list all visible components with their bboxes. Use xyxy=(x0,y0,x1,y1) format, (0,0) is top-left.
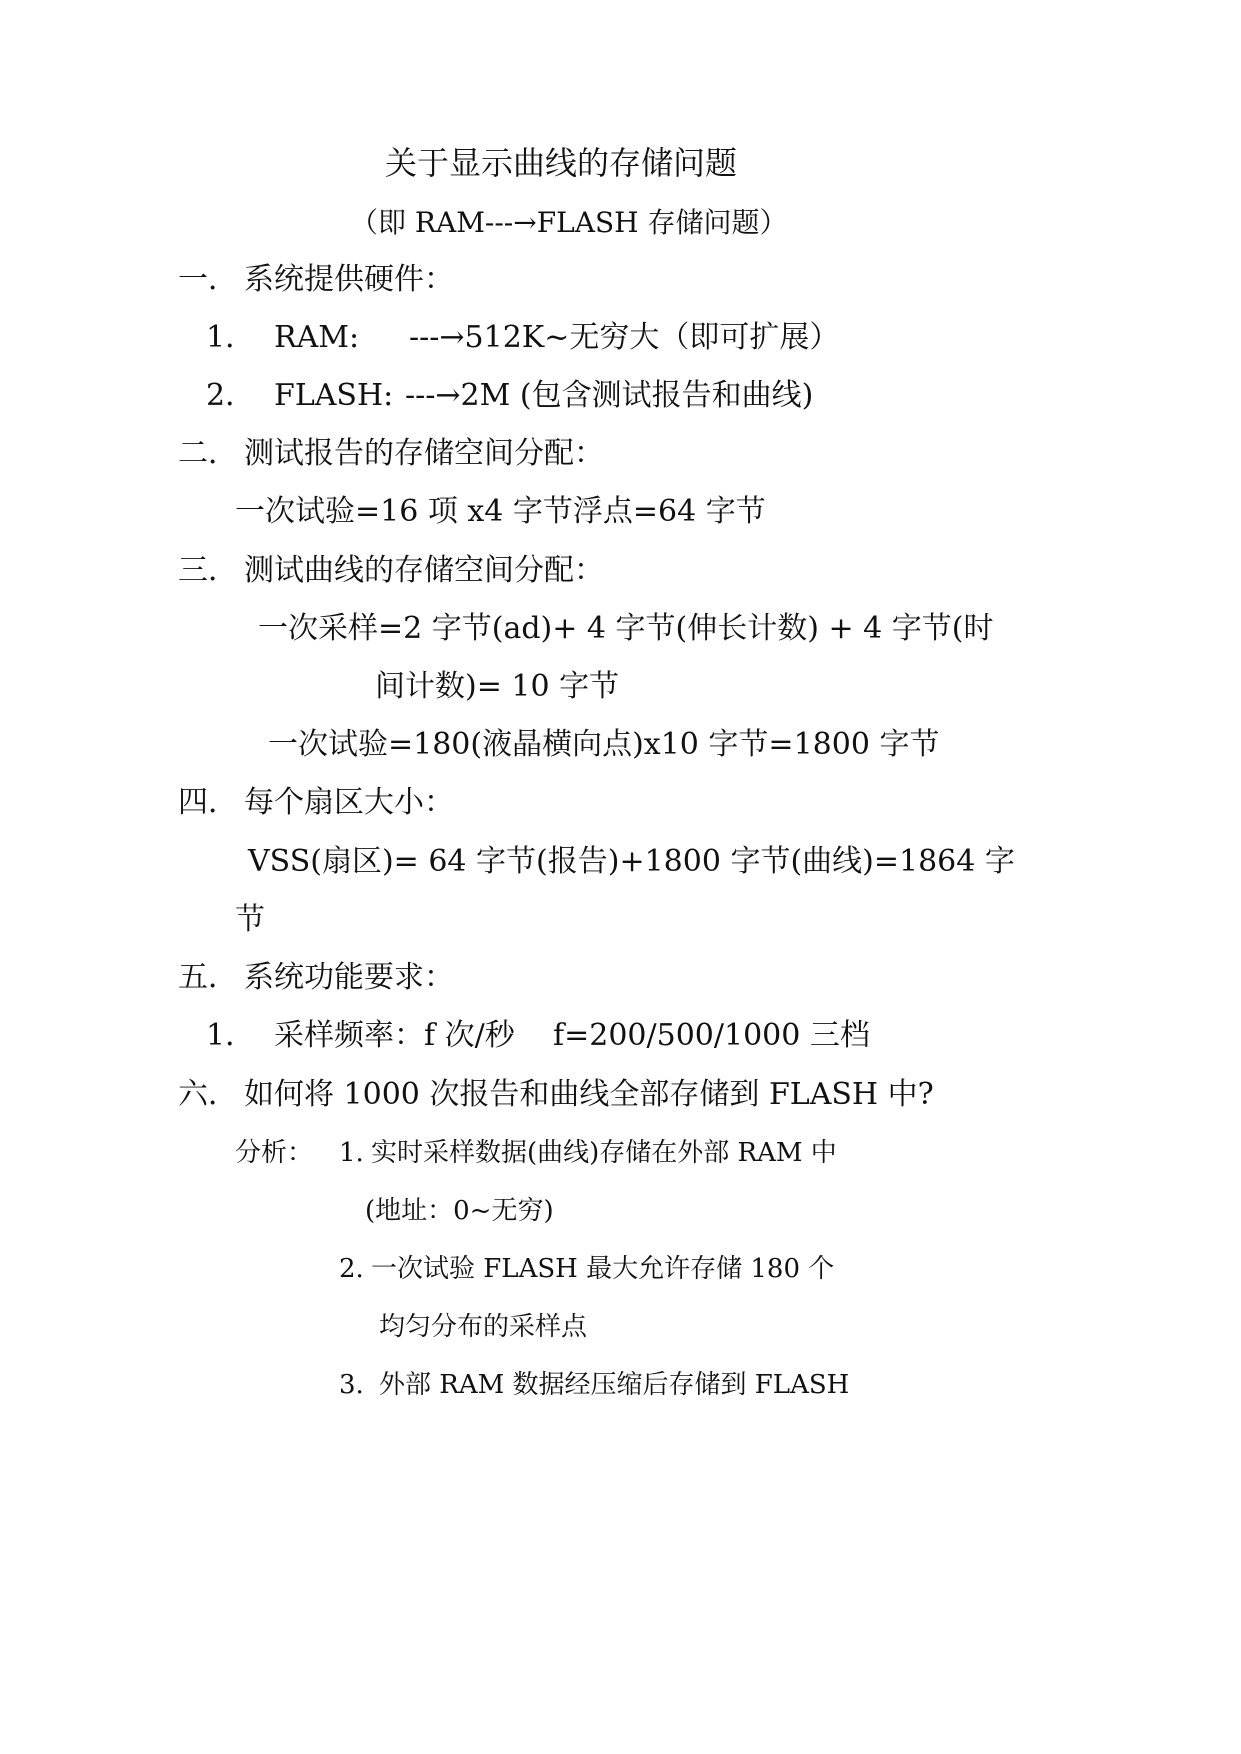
analysis-text-1: 实时采样数据(曲线)存储在外部 RAM 中 xyxy=(371,1138,837,1168)
section-4-line-2: 节 xyxy=(235,902,265,937)
section-3-line-2: 间计数)= 10 字节 xyxy=(375,669,620,704)
list-item-value: ---→512K~无穷大（即可扩展） xyxy=(409,320,840,355)
section-3-line-1: 一次采样=2 字节(ad)+ 4 字节(伸长计数) + 4 字节(时 xyxy=(258,611,994,646)
list-item-number: 1． xyxy=(206,320,256,355)
analysis-number-1: 1. xyxy=(339,1138,364,1168)
section-6-heading xyxy=(178,1075,934,1115)
list-item-number: 2． xyxy=(206,378,256,413)
section-3-line-3: 一次试验=180(液晶横向点)x10 字节=1800 字节 xyxy=(268,727,940,762)
section-4-heading xyxy=(178,783,454,823)
section-2-title: 测试报告的存储空间分配： xyxy=(244,436,604,471)
list-item-label: 采样频率：f 次/秒 xyxy=(274,1018,515,1053)
section-5-title: 系统功能要求： xyxy=(244,960,454,995)
analysis-text-1-continued: (地址：0~无穷) xyxy=(365,1196,554,1226)
section-4-line-1: VSS(扇区)= 64 字节(报告)+1800 字节(曲线)=1864 字 xyxy=(248,844,1015,879)
section-2-heading xyxy=(178,434,604,474)
analysis-label: 分析： xyxy=(235,1138,314,1168)
analysis-text-3: 外部 RAM 数据经压缩后存储到 FLASH xyxy=(379,1370,850,1400)
analysis-number-3: 3. xyxy=(339,1370,364,1400)
document-title: 关于显示曲线的存储问题 xyxy=(385,144,738,182)
analysis-row-2 xyxy=(339,1249,834,1289)
list-item xyxy=(206,318,839,358)
section-1-number: 一． xyxy=(178,262,238,297)
section-2-body: 一次试验=16 项 x4 字节浮点=64 字节 xyxy=(235,494,766,529)
section-3-number: 三． xyxy=(178,553,238,588)
list-item-value: ---→2M (包含测试报告和曲线) xyxy=(405,378,814,413)
section-3-heading xyxy=(178,551,604,591)
list-item-number: 1． xyxy=(206,1018,256,1053)
list-item xyxy=(206,376,813,416)
analysis-text-2-continued: 均匀分布的采样点 xyxy=(379,1312,588,1342)
section-6-number: 六． xyxy=(178,1077,238,1112)
section-5-number: 五． xyxy=(178,960,238,995)
section-3-title: 测试曲线的存储空间分配： xyxy=(244,553,604,588)
section-4-number: 四． xyxy=(178,785,238,820)
analysis-number-2: 2. xyxy=(339,1254,364,1284)
list-item-label: FLASH: xyxy=(274,378,394,413)
list-item xyxy=(206,1016,870,1056)
list-item-label: RAM: xyxy=(274,320,360,355)
analysis-text-2: 一次试验 FLASH 最大允许存储 180 个 xyxy=(371,1254,835,1284)
section-4-title: 每个扇区大小： xyxy=(244,785,454,820)
analysis-row-1 xyxy=(235,1133,837,1173)
section-1-title: 系统提供硬件： xyxy=(244,262,454,297)
section-2-number: 二． xyxy=(178,436,238,471)
document-subtitle: （即 RAM---→FLASH 存储问题） xyxy=(350,206,788,239)
section-5-heading xyxy=(178,958,454,998)
section-6-title: 如何将 1000 次报告和曲线全部存储到 FLASH 中? xyxy=(244,1077,934,1112)
list-item-value: f=200/500/1000 三档 xyxy=(553,1018,870,1053)
analysis-row-3 xyxy=(339,1365,849,1405)
section-1-heading xyxy=(178,260,454,300)
